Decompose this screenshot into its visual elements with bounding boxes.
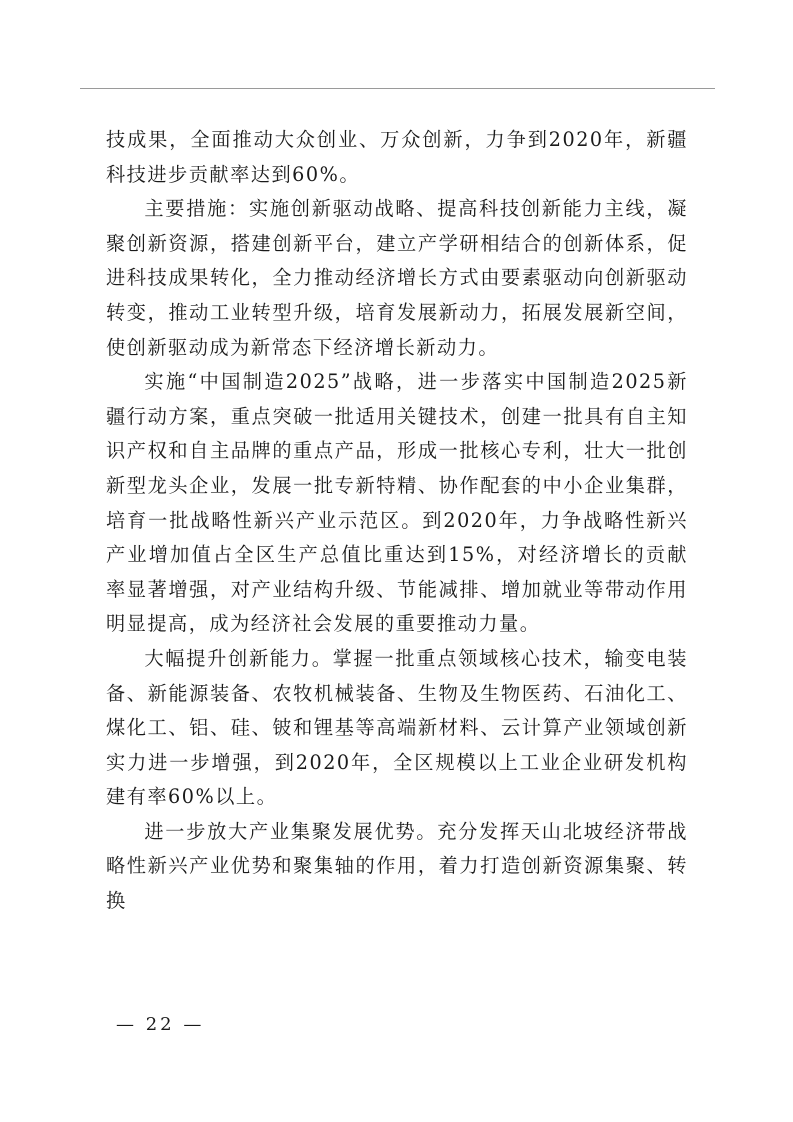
header-rule xyxy=(80,88,715,89)
paragraph-innovation-capacity: 大幅提升创新能力。掌握一批重点领域核心技术，输变电装备、新能源装备、农牧机械装备、生物及生物医药、石油化工、煤化工、铝、硅、铍和锂基等高端新材料、云计算产业领域创新实力进一步增强，到2020年，全区规模以上工业企业研发机构建有率60%以上。 xyxy=(106,646,688,809)
paragraph-main-measures: 主要措施：实施创新驱动战略、提高科技创新能力主线，凝聚创新资源，搭建创新平台，建立产学研相结合的创新体系，促进科技成果转化，全力推动经济增长方式由要素驱动向创新驱动转变，推动工业转型升级，培育发展新动力，拓展发展新空间，使创新驱动成为新常态下经济增长新动力。 xyxy=(106,197,688,359)
page-number: — 22 — xyxy=(116,1014,205,1035)
body-text xyxy=(106,123,688,919)
paragraph-continuation: 技成果，全面推动大众创业、万众创新，力争到2020年，新疆科技进步贡献率达到60%。 xyxy=(106,128,688,186)
paragraph-industrial-clustering: 进一步放大产业集聚发展优势。充分发挥天山北坡经济带战略性新兴产业优势和聚集轴的作用，着力打造创新资源集聚、转换 xyxy=(106,819,688,913)
paragraph-made-in-china-2025: 实施“中国制造2025”战略，进一步落实中国制造2025新疆行动方案，重点突破一批适用关键技术，创建一批具有自主知识产权和自主品牌的重点产品，形成一批核心专利，壮大一批创新型龙头企业，发展一批专新特精、协作配套的中小企业集群，培育一批战略性新兴产业示范区。到2020年，力争战略性新兴产业增加值占全区生产总值比重达到15%，对经济增长的贡献率显著增强，对产业结构升级、节能减排、增加就业等带动作用明显提高，成为经济社会发展的重要推动力量。 xyxy=(106,370,688,636)
